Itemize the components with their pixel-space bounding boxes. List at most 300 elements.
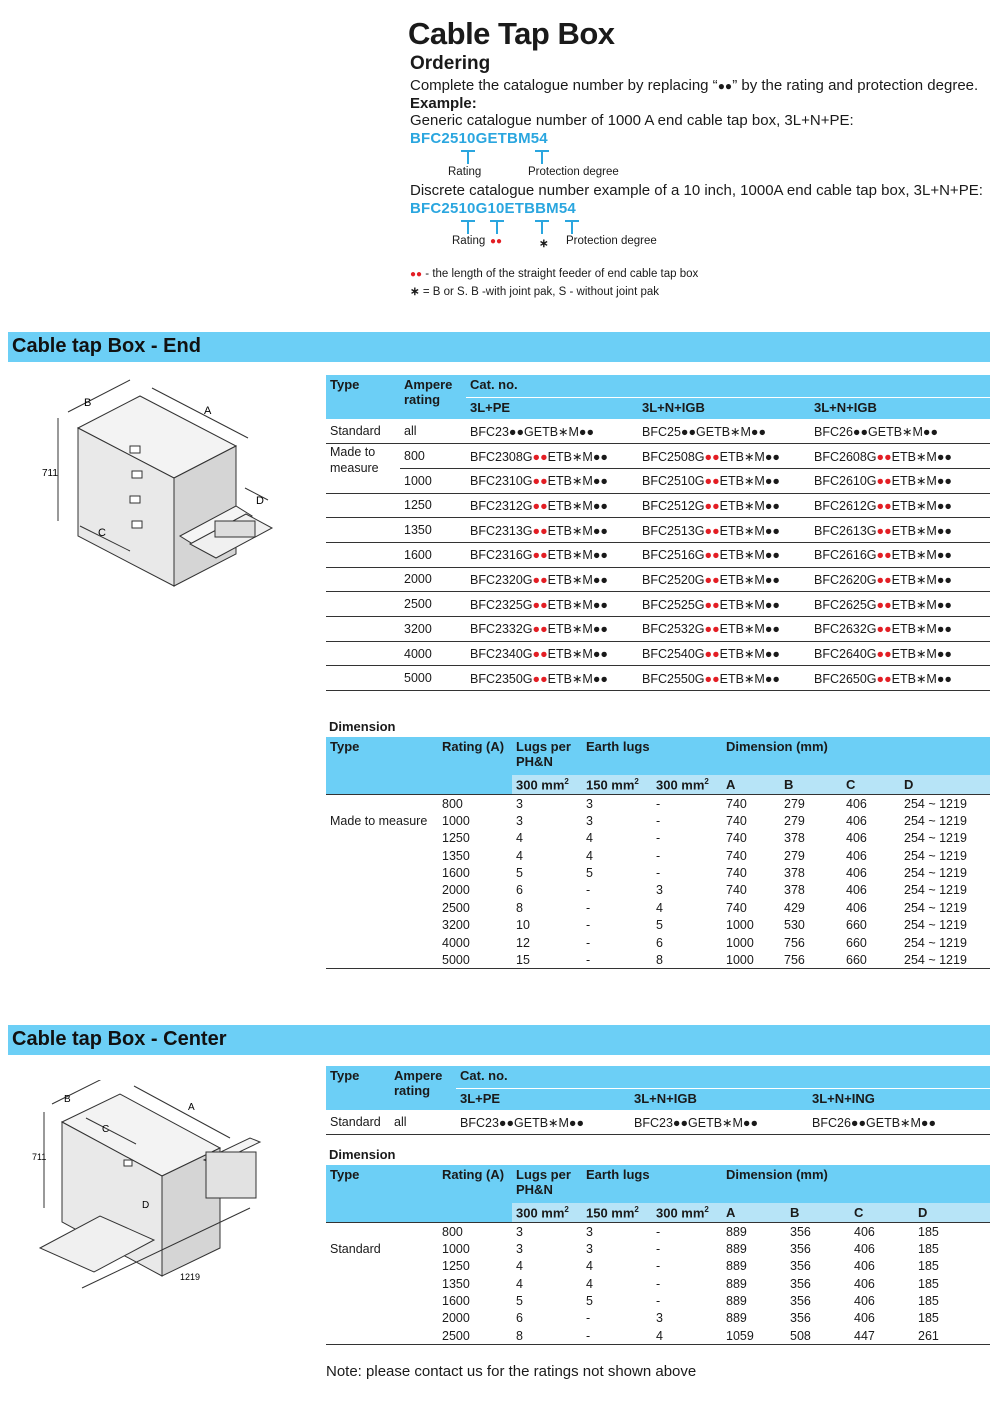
table-row — [326, 1240, 990, 1257]
cell-value: 356 — [790, 1294, 811, 1309]
end-dh-300b — [652, 775, 722, 795]
protection-marker — [535, 150, 549, 164]
table-row — [326, 617, 990, 642]
cell-catno: BFC2616G●●ETB∗M●● — [810, 542, 990, 567]
cell-value: 429 — [784, 900, 805, 915]
instruction-text-post: ” by the rating and protection degree. — [732, 77, 979, 94]
table-row — [326, 493, 990, 518]
cell-type — [326, 917, 438, 934]
unit-label: 150 mm — [586, 1205, 635, 1221]
cell-catno: BFC2510G●●ETB∗M●● — [638, 468, 810, 493]
end-dh-300a — [512, 775, 582, 795]
legend-star-line — [410, 284, 659, 298]
cell-type: Standard — [330, 1241, 381, 1256]
unit-label: 150 mm — [586, 777, 635, 793]
cell-value: 356 — [790, 1259, 811, 1274]
cell-value: 530 — [784, 918, 805, 933]
center-h-type: Type — [326, 1066, 390, 1110]
unit-sup: 2 — [564, 777, 569, 786]
discrete-text: Discrete catalogue number example of a 10 inch, 1000A end cable tap box, 3L+N+PE: — [410, 182, 983, 199]
discrete-rating-label: Rating — [452, 235, 486, 247]
center-label-d: D — [142, 1200, 150, 1211]
end-h-catno: Cat. no. — [466, 375, 990, 397]
cell-rating: 1250 — [400, 493, 466, 518]
unit-label: 300 mm — [516, 1205, 565, 1221]
cell-value: 356 — [786, 1223, 850, 1240]
cell-value: 5 — [586, 1294, 593, 1309]
cell-value: 406 — [854, 1276, 875, 1291]
cell-catno: BFC2640G●●ETB∗M●● — [810, 641, 990, 666]
cell-value: - — [656, 813, 661, 828]
end-dh-rating: Rating (A) — [438, 737, 512, 795]
discrete-star: ∗ — [539, 238, 549, 250]
end-label-c: C — [98, 527, 106, 539]
cell-value: 254 ~ 1219 — [904, 918, 967, 933]
cell-catno: BFC2532G●●ETB∗M●● — [638, 617, 810, 642]
cell-type — [326, 1310, 438, 1327]
discrete-protection-label: Protection degree — [566, 235, 657, 247]
table-row — [326, 567, 990, 592]
cell-value: 4 — [652, 1327, 722, 1344]
cell-value: 12 — [516, 935, 530, 950]
end-dh-type: Type — [326, 737, 438, 795]
cell-value: 6 — [656, 935, 663, 950]
center-label-1219: 1219 — [180, 1272, 201, 1282]
cell-value: 660 — [846, 918, 867, 933]
table-row — [326, 917, 990, 934]
cell-value: 3 — [656, 883, 663, 898]
cell-value: 740 — [726, 848, 747, 863]
cell-catno: BFC2525G●●ETB∗M●● — [638, 592, 810, 617]
cell-value: 254 ~ 1219 — [904, 900, 967, 915]
cell-value: 185 — [918, 1259, 939, 1274]
cell-type — [326, 542, 400, 567]
cell-value: 8 — [512, 1327, 582, 1344]
center-label-711: 711 — [32, 1152, 47, 1162]
end-dh-150 — [582, 775, 652, 795]
cell-value: 6 — [516, 883, 523, 898]
cell-value: 740 — [722, 795, 780, 812]
cell-rating: 2000 — [400, 567, 466, 592]
cell-value: - — [586, 918, 591, 933]
cell-value: 356 — [790, 1276, 811, 1291]
center-dh-earth: Earth lugs — [582, 1165, 722, 1203]
unit-label: 300 mm — [656, 1205, 705, 1221]
cell-catno: BFC2550G●●ETB∗M●● — [638, 666, 810, 691]
cell-catno: BFC2516G●●ETB∗M●● — [638, 542, 810, 567]
cell-value: - — [582, 1327, 652, 1344]
cell-catno: BFC25●●GETB∗M●● — [638, 419, 810, 444]
discrete-joint-marker — [535, 220, 549, 234]
cell-value: 1059 — [722, 1327, 786, 1344]
cell-value: 5000 — [438, 951, 512, 968]
cell-value: 1350 — [442, 1276, 470, 1291]
cell-value: 4 — [516, 831, 523, 846]
cell-value: 1000 — [442, 813, 470, 828]
table-row — [326, 830, 990, 847]
cell-value: 406 — [854, 1241, 875, 1256]
cell-rating: all — [400, 419, 466, 444]
cell-value: - — [586, 1311, 591, 1326]
center-h-catno: Cat. no. — [456, 1066, 990, 1088]
cell-value: - — [656, 1259, 661, 1274]
cell-catno: BFC2620G●●ETB∗M●● — [810, 567, 990, 592]
cell-catno: BFC2310G●●ETB∗M●● — [466, 468, 638, 493]
cell-type — [326, 899, 438, 916]
cell-value: - — [656, 1294, 661, 1309]
unit-label: 300 mm — [656, 777, 705, 793]
table-row — [326, 899, 990, 916]
end-h-col1: 3L+PE — [466, 397, 638, 419]
table-row — [326, 1292, 990, 1309]
cell-type: Standard — [326, 1110, 390, 1135]
cell-value: 279 — [784, 848, 805, 863]
discrete-length-marker — [490, 220, 504, 234]
center-h-col1: 3L+PE — [456, 1088, 630, 1110]
cell-value: 889 — [726, 1294, 747, 1309]
center-dimension-table — [326, 1165, 990, 1345]
cell-value: 4 — [586, 848, 593, 863]
table-row — [326, 795, 990, 812]
end-dh-a: A — [722, 775, 780, 795]
table-row — [326, 666, 990, 691]
end-label-d: D — [256, 495, 264, 507]
end-dh-b: B — [780, 775, 842, 795]
legend-dots-text: - the length of the straight feeder of end cable tap box — [422, 268, 699, 280]
cell-catno: BFC23●●GETB∗M●● — [456, 1110, 630, 1135]
cell-value: 1250 — [442, 831, 470, 846]
footer-note: Note: please contact us for the ratings not shown above — [326, 1363, 697, 1380]
cell-type — [326, 864, 438, 881]
center-h-ampere: Ampere rating — [390, 1066, 456, 1110]
cell-value: 660 — [842, 951, 900, 968]
cell-value: 5 — [516, 866, 523, 881]
end-dh-lugs: Lugs per PH&N — [512, 737, 582, 775]
unit-sup: 2 — [564, 1205, 569, 1214]
cell-value: 254 ~ 1219 — [904, 813, 967, 828]
center-dh-b: B — [786, 1203, 850, 1223]
instruction-dots: ●● — [717, 79, 733, 93]
cell-value: 889 — [726, 1311, 747, 1326]
cell-value: - — [586, 883, 591, 898]
discrete-protection-marker — [565, 220, 579, 234]
end-dh-dim: Dimension (mm) — [722, 737, 990, 775]
ordering-heading: Ordering — [410, 53, 491, 74]
end-order-table — [326, 375, 990, 691]
cell-type — [326, 617, 400, 642]
cell-catno: BFC26●●GETB∗M●● — [808, 1110, 990, 1135]
cell-value: 406 — [846, 848, 867, 863]
center-h-col3: 3L+N+ING — [808, 1088, 990, 1110]
generic-rating-label: Rating — [448, 166, 482, 178]
cell-catno: BFC2308G●●ETB∗M●● — [466, 444, 638, 469]
cell-value: 1600 — [442, 866, 470, 881]
end-h-col2: 3L+N+IGB — [638, 397, 810, 419]
center-dh-300b — [652, 1203, 722, 1223]
cell-value: 1000 — [726, 935, 754, 950]
table-row — [326, 934, 990, 951]
cell-rating: 800 — [400, 444, 466, 469]
center-dh-d: D — [914, 1203, 990, 1223]
cell-value: - — [656, 831, 661, 846]
cell-value: 15 — [512, 951, 582, 968]
cell-rating: 3200 — [400, 617, 466, 642]
section-center-title: Cable tap Box - Center — [8, 1025, 990, 1055]
cell-value: 8 — [516, 900, 523, 915]
cell-value: 889 — [726, 1241, 747, 1256]
cell-type — [326, 795, 438, 812]
cell-catno: BFC2332G●●ETB∗M●● — [466, 617, 638, 642]
table-row — [326, 864, 990, 881]
discrete-code: BFC2510G10ETBBM54 — [410, 200, 576, 217]
cell-value: 740 — [726, 883, 747, 898]
cell-type — [326, 567, 400, 592]
cell-catno: BFC2325G●●ETB∗M●● — [466, 592, 638, 617]
cell-type: Made to measure — [326, 444, 400, 493]
end-standard-row — [326, 419, 990, 444]
cell-value: 2000 — [442, 1311, 470, 1326]
cell-catno: BFC2613G●●ETB∗M●● — [810, 518, 990, 543]
cell-value: 889 — [722, 1223, 786, 1240]
example-label: Example: — [410, 95, 477, 112]
cell-type — [326, 641, 400, 666]
end-h-type: Type — [326, 375, 400, 419]
cell-value: 4 — [586, 831, 593, 846]
cell-value: 254 ~ 1219 — [904, 831, 967, 846]
cell-catno: BFC23●●GETB∗M●● — [466, 419, 638, 444]
cell-type — [326, 830, 438, 847]
cell-type — [326, 951, 438, 968]
cell-catno: BFC2512G●●ETB∗M●● — [638, 493, 810, 518]
cell-value: - — [586, 900, 591, 915]
cell-value: - — [656, 866, 661, 881]
cell-value: 185 — [918, 1294, 939, 1309]
cell-value: 3 — [512, 795, 582, 812]
legend-dots-line — [410, 268, 698, 280]
center-label-c: C — [102, 1124, 110, 1135]
cell-type: Made to measure — [330, 813, 428, 828]
cell-catno: BFC2350G●●ETB∗M●● — [466, 666, 638, 691]
cell-value: 254 ~ 1219 — [904, 848, 967, 863]
cell-catno: BFC2608G●●ETB∗M●● — [810, 444, 990, 469]
cell-catno: BFC2313G●●ETB∗M●● — [466, 518, 638, 543]
cell-value: 740 — [726, 831, 747, 846]
table-row — [326, 1327, 990, 1344]
cell-value: 660 — [846, 935, 867, 950]
generic-text: Generic catalogue number of 1000 A end cable tap box, 3L+N+PE: — [410, 112, 854, 129]
cell-type — [326, 1275, 438, 1292]
discrete-dots: ●● — [490, 236, 503, 247]
cell-value: 508 — [786, 1327, 850, 1344]
cell-value: 261 — [914, 1327, 990, 1344]
cell-value: 3200 — [442, 918, 470, 933]
cell-value: 5 — [586, 866, 593, 881]
center-dh-lugs: Lugs per PH&N — [512, 1165, 582, 1203]
cell-value: 406 — [842, 795, 900, 812]
table-row — [326, 1310, 990, 1327]
cell-value: 740 — [726, 900, 747, 915]
cell-rating: 5000 — [400, 666, 466, 691]
cell-value: 378 — [784, 883, 805, 898]
end-dimension-label: Dimension — [329, 719, 396, 734]
cell-value: 3 — [582, 795, 652, 812]
cell-value: 185 — [918, 1241, 939, 1256]
cell-value: 254 ~ 1219 — [904, 883, 967, 898]
cell-rating: 1350 — [400, 518, 466, 543]
end-h-col3: 3L+N+IGB — [810, 397, 990, 419]
page-title: Cable Tap Box — [408, 16, 615, 51]
center-label-b: B — [64, 1094, 71, 1105]
cell-catno: BFC2625G●●ETB∗M●● — [810, 592, 990, 617]
cell-value: 800 — [438, 795, 512, 812]
cell-value: 1000 — [442, 1241, 470, 1256]
center-dh-rating: Rating (A) — [438, 1165, 512, 1223]
cell-value: 254 ~ 1219 — [900, 795, 990, 812]
cell-catno: BFC2320G●●ETB∗M●● — [466, 567, 638, 592]
cell-value: 279 — [780, 795, 842, 812]
cell-type: Standard — [326, 419, 400, 444]
cell-value: 406 — [850, 1223, 914, 1240]
cell-rating: all — [390, 1110, 456, 1135]
instruction-text-pre: Complete the catalogue number by replacing “ — [410, 77, 718, 94]
table-row — [326, 592, 990, 617]
cell-type — [326, 1327, 438, 1344]
cell-value: 2500 — [442, 900, 470, 915]
unit-sup: 2 — [704, 777, 709, 786]
unit-sup: 2 — [634, 1205, 639, 1214]
cell-type — [326, 1258, 438, 1275]
cell-catno: BFC2612G●●ETB∗M●● — [810, 493, 990, 518]
generic-protection-label: Protection degree — [528, 166, 619, 178]
cell-value: - — [652, 795, 722, 812]
cell-value: 2000 — [442, 883, 470, 898]
cell-value: 279 — [784, 813, 805, 828]
cell-value: 889 — [726, 1259, 747, 1274]
table-row — [326, 882, 990, 899]
cell-type — [326, 882, 438, 899]
center-dh-c: C — [850, 1203, 914, 1223]
center-dh-type: Type — [326, 1165, 438, 1223]
cell-rating: 1600 — [400, 542, 466, 567]
cell-value: 3 — [586, 1241, 593, 1256]
cell-value: 6 — [516, 1311, 523, 1326]
cell-catno: BFC2520G●●ETB∗M●● — [638, 567, 810, 592]
center-dimension-label: Dimension — [329, 1147, 396, 1162]
cell-value: 740 — [726, 813, 747, 828]
cell-catno: BFC26●●GETB∗M●● — [810, 419, 990, 444]
cell-type — [326, 934, 438, 951]
end-box-drawing — [40, 376, 300, 596]
table-row — [326, 951, 990, 968]
cell-value: - — [656, 848, 661, 863]
cell-value: 406 — [854, 1294, 875, 1309]
cell-value: 5 — [516, 1294, 523, 1309]
cell-value: 185 — [914, 1223, 990, 1240]
cell-catno: BFC2513G●●ETB∗M●● — [638, 518, 810, 543]
cell-value: 3 — [582, 1223, 652, 1240]
table-row — [326, 847, 990, 864]
cell-value: 1600 — [442, 1294, 470, 1309]
cell-value: 254 ~ 1219 — [904, 935, 967, 950]
cell-value: - — [656, 1276, 661, 1291]
cell-value: 1000 — [726, 918, 754, 933]
cell-value: 4 — [586, 1259, 593, 1274]
cell-value: 4 — [516, 1276, 523, 1291]
cell-value: 740 — [726, 866, 747, 881]
end-mtm-rows — [326, 444, 990, 691]
ordering-instruction — [410, 77, 978, 94]
cell-value: 406 — [846, 883, 867, 898]
cell-type — [326, 847, 438, 864]
cell-value: 1000 — [722, 951, 780, 968]
cell-catno: BFC2340G●●ETB∗M●● — [466, 641, 638, 666]
unit-sup: 2 — [704, 1205, 709, 1214]
cell-catno: BFC2540G●●ETB∗M●● — [638, 641, 810, 666]
cell-value: - — [582, 951, 652, 968]
table-row — [326, 542, 990, 567]
cell-value: 185 — [918, 1311, 939, 1326]
cell-catno: BFC2610G●●ETB∗M●● — [810, 468, 990, 493]
cell-catno: BFC2316G●●ETB∗M●● — [466, 542, 638, 567]
cell-catno: BFC2508G●●ETB∗M●● — [638, 444, 810, 469]
cell-value: 406 — [846, 813, 867, 828]
cell-value: 356 — [790, 1311, 811, 1326]
table-row — [326, 518, 990, 543]
end-h-ampere: Ampere rating — [400, 375, 466, 419]
cell-value: 406 — [846, 900, 867, 915]
table-row — [326, 1275, 990, 1292]
center-dh-150 — [582, 1203, 652, 1223]
cell-value: 4 — [586, 1276, 593, 1291]
cell-value: 3 — [516, 1241, 523, 1256]
cell-value: 378 — [784, 831, 805, 846]
end-dimension-table — [326, 737, 990, 969]
center-standard-row — [326, 1110, 990, 1135]
generic-code: BFC2510GETBM54 — [410, 130, 548, 147]
legend-star-text: = B or S. B -with joint pak, S - without joint pak — [419, 286, 660, 298]
cell-value: 406 — [854, 1311, 875, 1326]
legend-star: ∗ — [410, 286, 420, 298]
end-dh-c: C — [842, 775, 900, 795]
rating-marker — [461, 150, 475, 164]
end-dim-rows — [326, 795, 990, 969]
cell-value: 254 ~ 1219 — [904, 866, 967, 881]
table-row — [326, 444, 990, 469]
section-end-title: Cable tap Box - End — [8, 332, 990, 362]
cell-value: 254 ~ 1219 — [900, 951, 990, 968]
cell-value: - — [656, 1241, 661, 1256]
cell-value: 1250 — [442, 1259, 470, 1274]
cell-value: 4000 — [442, 935, 470, 950]
cell-value: 5 — [656, 918, 663, 933]
cell-type — [326, 1292, 438, 1309]
cell-value: 756 — [784, 935, 805, 950]
center-h-col2: 3L+N+IGB — [630, 1088, 808, 1110]
table-row — [326, 812, 990, 829]
cell-catno: BFC2312G●●ETB∗M●● — [466, 493, 638, 518]
center-order-table — [326, 1066, 990, 1135]
cell-rating: 4000 — [400, 641, 466, 666]
cell-type — [326, 666, 400, 691]
cell-type — [326, 518, 400, 543]
cell-value: 406 — [846, 866, 867, 881]
cell-type — [326, 1223, 438, 1240]
table-row — [326, 641, 990, 666]
table-row — [326, 1258, 990, 1275]
cell-catno: BFC2632G●●ETB∗M●● — [810, 617, 990, 642]
cell-value: 800 — [438, 1223, 512, 1240]
cell-value: 447 — [850, 1327, 914, 1344]
